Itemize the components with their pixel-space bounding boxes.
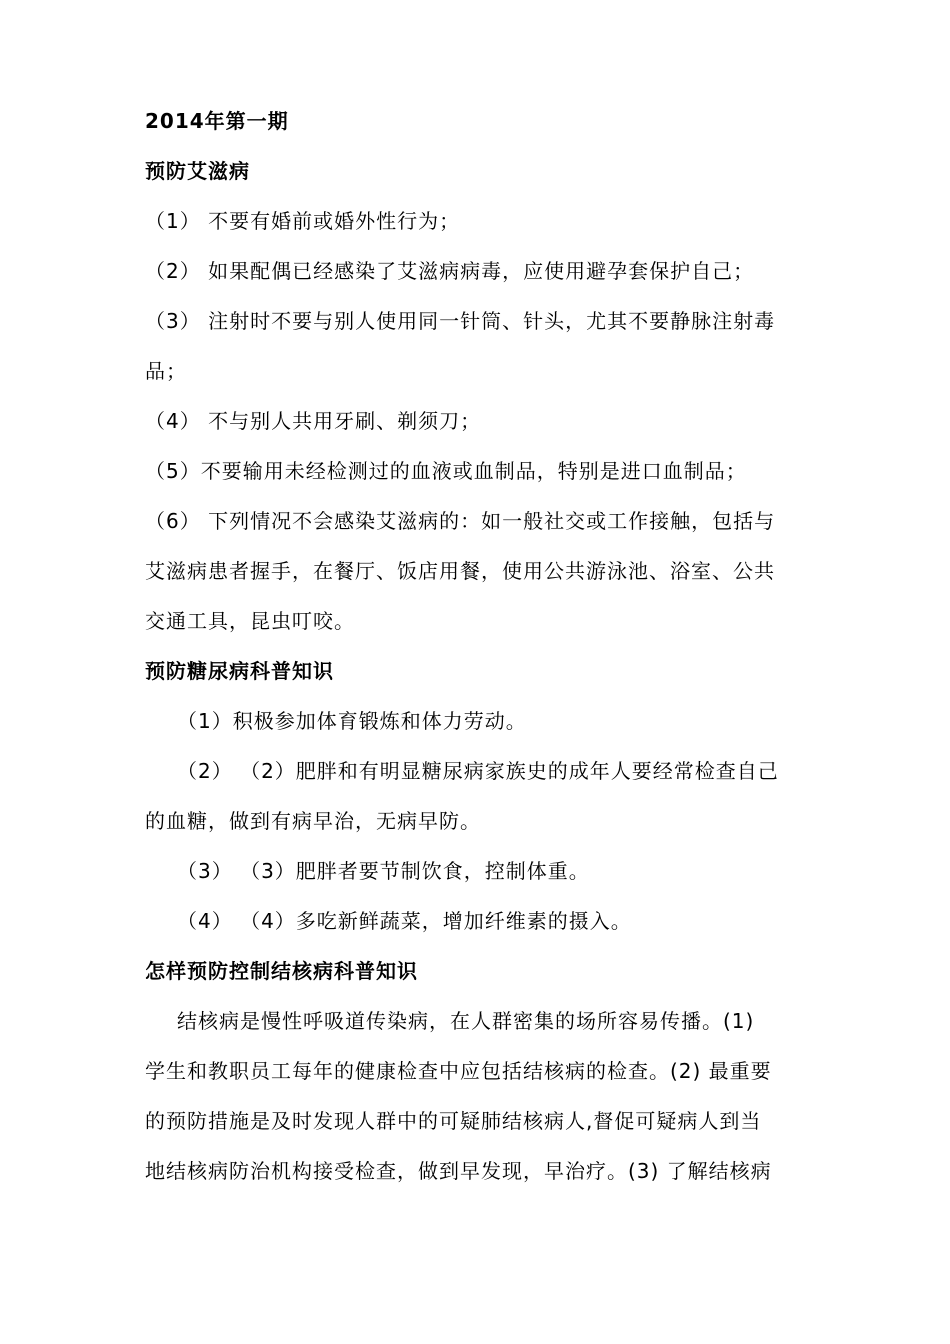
diabetes-line-5: （4） （4）多吃新鲜蔬菜，增加纤维素的摄入。 (177, 909, 632, 933)
aids-line-1: （1） 不要有婚前或婚外性行为； (145, 209, 461, 233)
tb-line-2: 学生和教职员工每年的健康检查中应包括结核病的检查。(2) 最重要 (145, 1059, 772, 1083)
diabetes-line-3: 的血糖，做到有病早治，无病早防。 (145, 809, 481, 833)
issue-title: 2014年第一期 (145, 109, 289, 133)
aids-line-4: 品； (145, 359, 187, 383)
aids-line-8: 艾滋病患者握手，在餐厅、饭店用餐，使用公共游泳池、浴室、公共 (145, 559, 775, 583)
aids-line-6: （5）不要输用未经检测过的血液或血制品，特别是进口血制品； (145, 459, 747, 483)
aids-line-2: （2） 如果配偶已经感染了艾滋病病毒，应使用避孕套保护自己； (145, 259, 755, 283)
section-heading-aids: 预防艾滋病 (145, 159, 250, 183)
diabetes-line-1: （1）积极参加体育锻炼和体力劳动。 (177, 709, 527, 733)
diabetes-line-4: （3） （3）肥胖者要节制饮食，控制体重。 (177, 859, 590, 883)
aids-line-7: （6） 下列情况不会感染艾滋病的：如一般社交或工作接触，包括与 (145, 509, 776, 533)
tb-line-3: 的预防措施是及时发现人群中的可疑肺结核病人,督促可疑病人到当 (145, 1109, 762, 1133)
aids-line-9: 交通工具，昆虫叮咬。 (145, 609, 355, 633)
diabetes-line-2: （2） （2）肥胖和有明显糖尿病家族史的成年人要经常检查自己 (177, 759, 779, 783)
aids-line-5: （4） 不与别人共用牙刷、剃须刀； (145, 409, 482, 433)
aids-line-3: （3） 注射时不要与别人使用同一针筒、针头，尤其不要静脉注射毒 (145, 309, 776, 333)
tb-line-4: 地结核病防治机构接受检查，做到早发现，早治疗。(3) 了解结核病 (145, 1159, 772, 1183)
section-heading-diabetes: 预防糖尿病科普知识 (145, 659, 334, 683)
section-heading-tuberculosis: 怎样预防控制结核病科普知识 (145, 959, 418, 983)
tb-line-1: 结核病是慢性呼吸道传染病，在人群密集的场所容易传播。(1) (177, 1009, 755, 1033)
